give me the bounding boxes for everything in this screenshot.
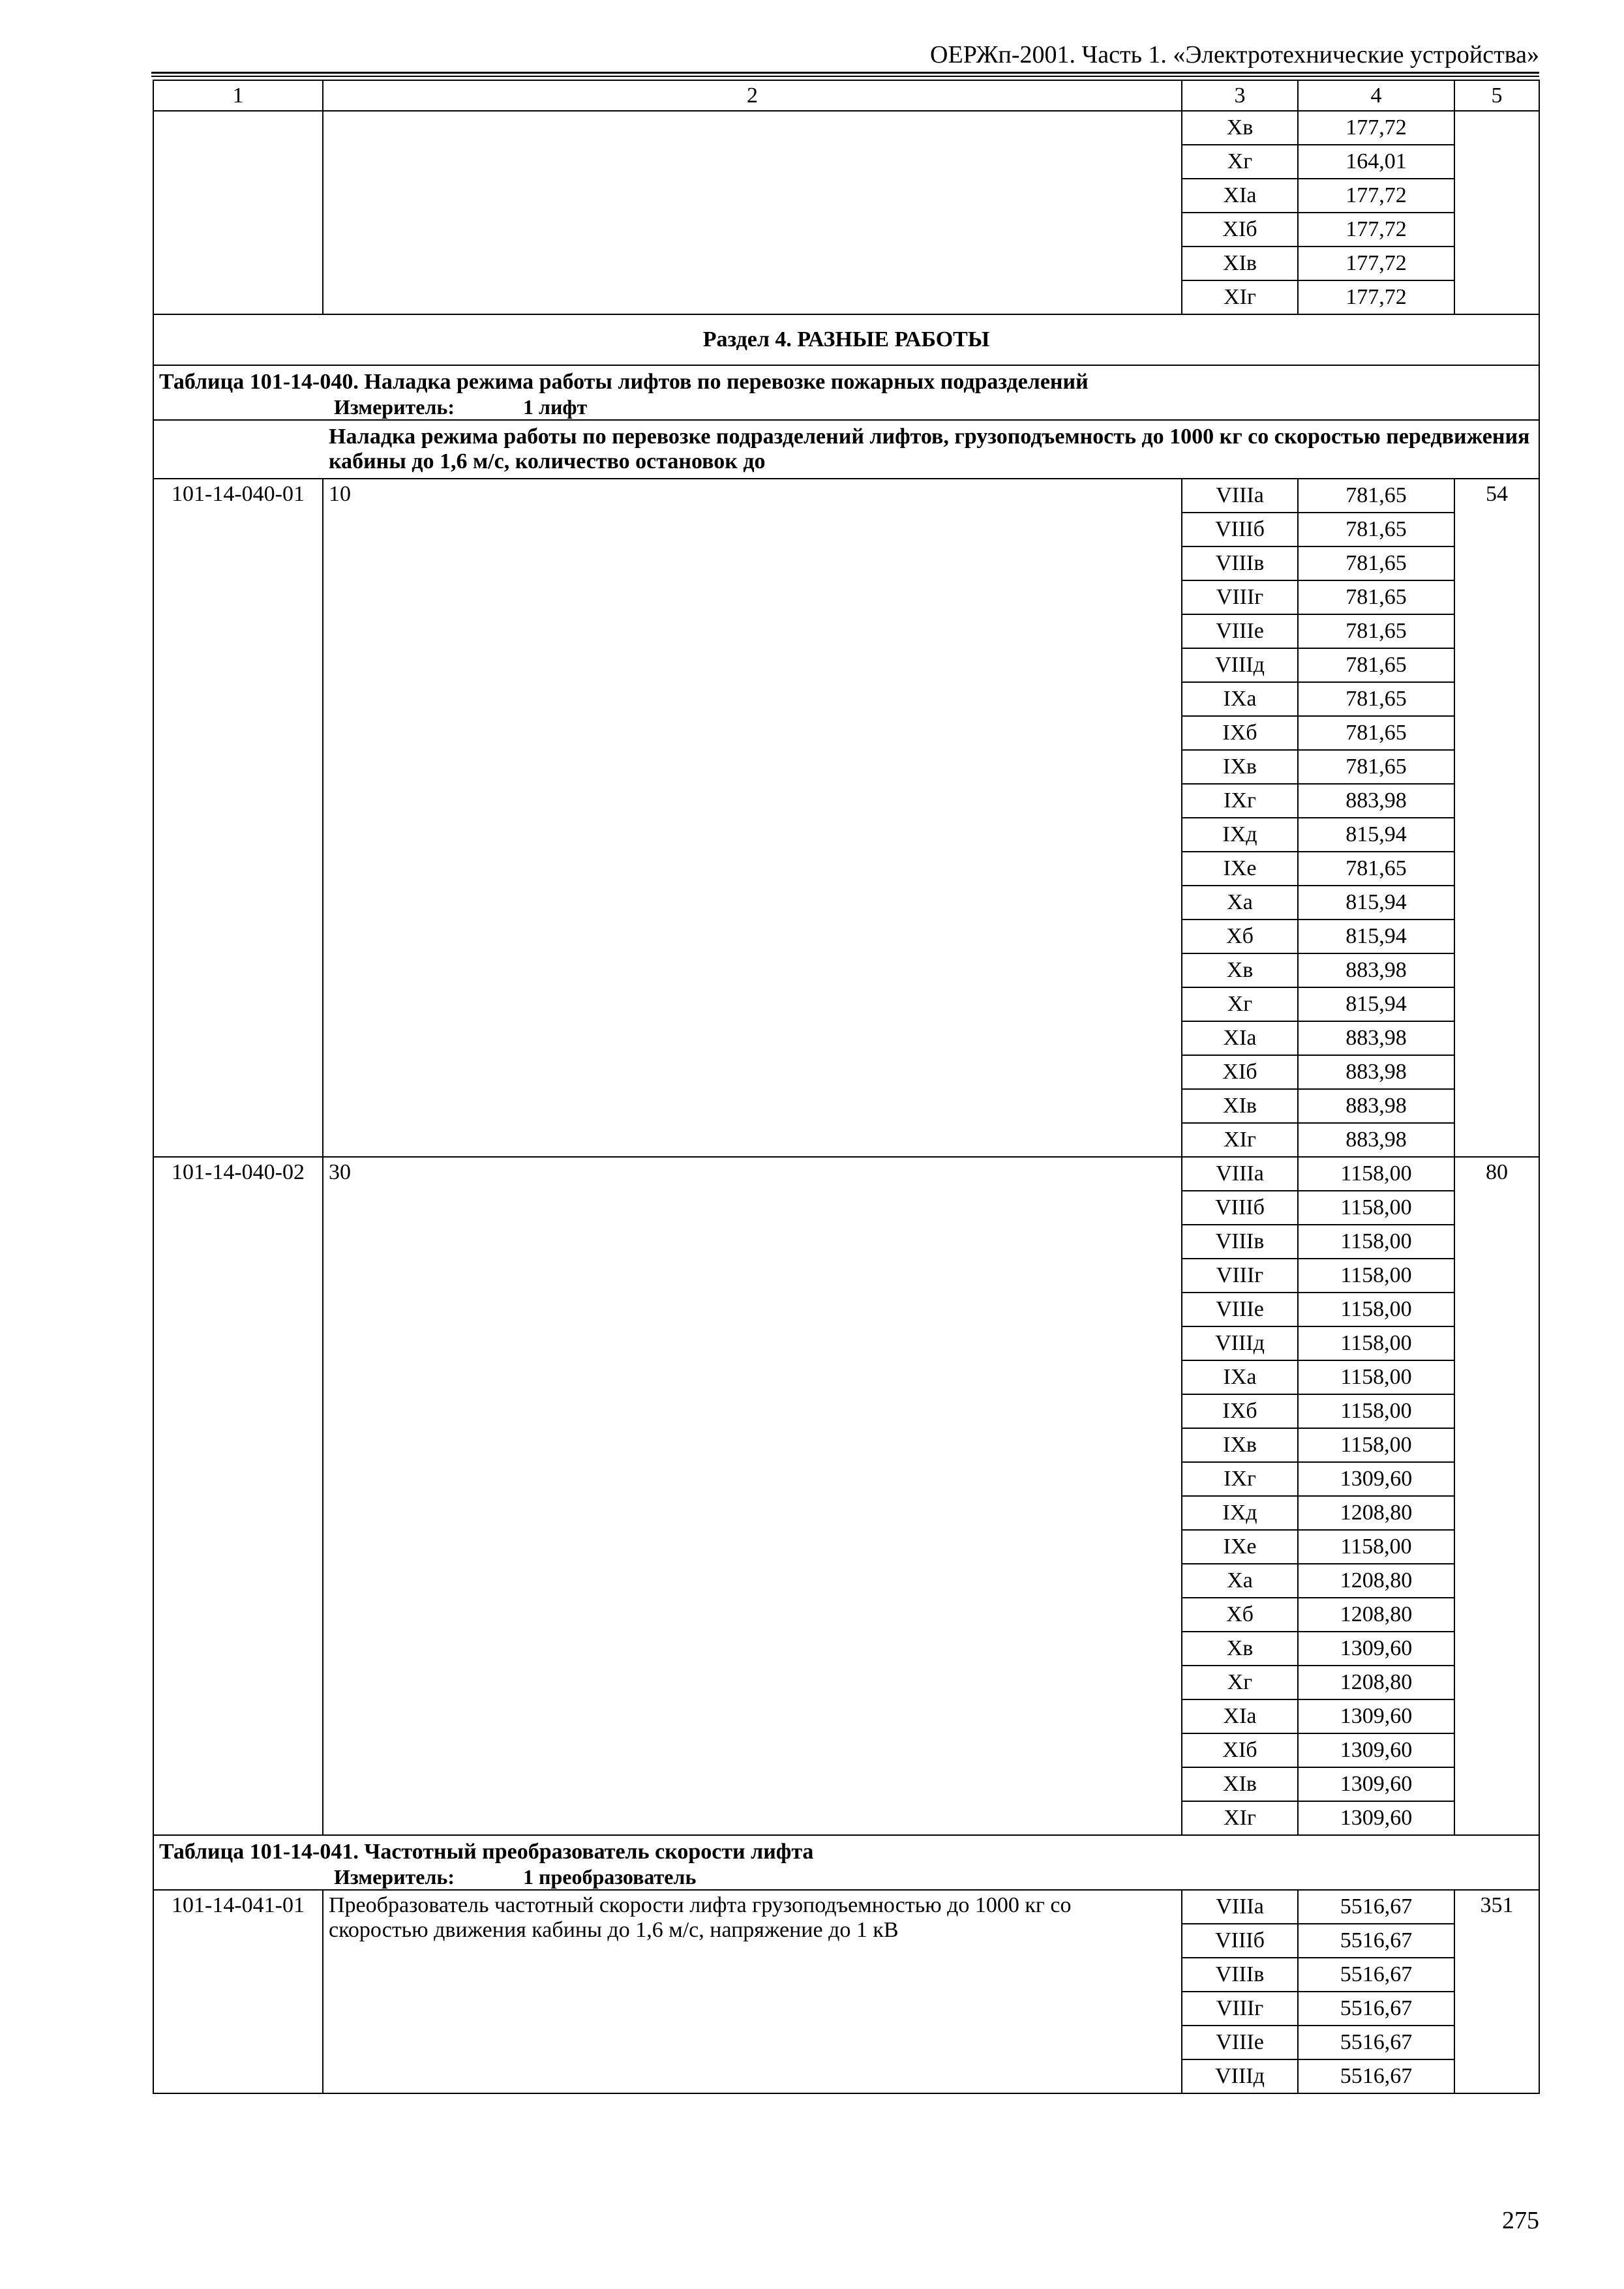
price-cell: 177,72	[1298, 213, 1454, 247]
price-cell: 1309,60	[1298, 1462, 1454, 1496]
item-description: Преобразователь частотный скорости лифта грузоподъемностью до 1000 кг со скоростью движения кабины до 1,6 м/с, напряжение до 1 кВ	[323, 1890, 1182, 2093]
price-cell: 1309,60	[1298, 1801, 1454, 1835]
category-cell: XIг	[1182, 1801, 1298, 1835]
price-cell: 5516,67	[1298, 1924, 1454, 1958]
item-number: 351	[1454, 1890, 1539, 2093]
price-cell: 177,72	[1298, 280, 1454, 314]
price-cell: 177,72	[1298, 111, 1454, 145]
category-cell: IXв	[1182, 1428, 1298, 1462]
unit-line	[159, 395, 1533, 419]
column-number-row	[153, 80, 1539, 111]
price-cell: 1158,00	[1298, 1394, 1454, 1428]
category-cell: IXд	[1182, 1496, 1298, 1530]
price-cell: 1158,00	[1298, 1530, 1454, 1564]
category-cell: Xг	[1182, 1666, 1298, 1699]
item-code: 101-14-041-01	[153, 1890, 323, 2093]
category-cell: VIIIд	[1182, 2059, 1298, 2093]
price-cell: 781,65	[1298, 716, 1454, 750]
category-cell: VIIIа	[1182, 479, 1298, 513]
column-number: 3	[1182, 80, 1298, 111]
table-title: Таблица 101-14-041. Частотный преобразователь скорости лифта	[159, 1840, 814, 1864]
category-cell: VIIIв	[1182, 1225, 1298, 1259]
price-cell: 815,94	[1298, 886, 1454, 920]
price-cell: 781,65	[1298, 614, 1454, 648]
price-cell: 1208,80	[1298, 1496, 1454, 1530]
category-cell: Xг	[1182, 987, 1298, 1021]
category-cell: VIIIе	[1182, 614, 1298, 648]
price-cell: 815,94	[1298, 920, 1454, 953]
price-cell: 1158,00	[1298, 1191, 1454, 1225]
item-number: 80	[1454, 1157, 1539, 1835]
category-cell: VIIIа	[1182, 1890, 1298, 1924]
column-number: 4	[1298, 80, 1454, 111]
category-cell: Xг	[1182, 145, 1298, 179]
header-rule	[151, 72, 1539, 74]
category-cell: XIг	[1182, 280, 1298, 314]
category-cell: XIа	[1182, 179, 1298, 213]
category-cell: VIIIа	[1182, 1157, 1298, 1191]
price-cell: 781,65	[1298, 580, 1454, 614]
price-cell: 883,98	[1298, 953, 1454, 987]
category-cell: IXа	[1182, 682, 1298, 716]
price-cell: 1208,80	[1298, 1666, 1454, 1699]
category-cell: IXб	[1182, 1394, 1298, 1428]
category-cell: Xб	[1182, 1598, 1298, 1632]
category-cell: XIб	[1182, 213, 1298, 247]
price-cell: 5516,67	[1298, 2059, 1454, 2093]
category-cell: IXг	[1182, 784, 1298, 818]
category-cell: VIIIг	[1182, 580, 1298, 614]
section-title-row	[153, 314, 1539, 365]
unit-label: Измеритель:	[334, 395, 455, 419]
category-cell: IXе	[1182, 1530, 1298, 1564]
price-cell: 1309,60	[1298, 1699, 1454, 1733]
category-cell: Xв	[1182, 111, 1298, 145]
category-cell: XIб	[1182, 1733, 1298, 1767]
price-cell: 781,65	[1298, 513, 1454, 546]
price-cell: 5516,67	[1298, 1992, 1454, 2026]
category-cell: VIIIд	[1182, 1326, 1298, 1360]
category-cell: IXб	[1182, 716, 1298, 750]
category-cell: IXг	[1182, 1462, 1298, 1496]
price-cell: 883,98	[1298, 1123, 1454, 1157]
category-cell: VIIIв	[1182, 546, 1298, 580]
category-cell: VIIIг	[1182, 1992, 1298, 2026]
price-cell: 1158,00	[1298, 1360, 1454, 1394]
price-cell: 781,65	[1298, 479, 1454, 513]
table-title-row	[153, 365, 1539, 420]
price-cell: 1158,00	[1298, 1225, 1454, 1259]
price-cell: 1158,00	[1298, 1326, 1454, 1360]
page-header-title: ОЕРЖп-2001. Часть 1. «Электротехнические устройства»	[930, 41, 1539, 68]
column-number: 5	[1454, 80, 1539, 111]
price-cell: 883,98	[1298, 784, 1454, 818]
category-cell: VIIIг	[1182, 1259, 1298, 1293]
table-title-row	[153, 1835, 1539, 1890]
category-cell: XIа	[1182, 1021, 1298, 1055]
category-cell: XIв	[1182, 1767, 1298, 1801]
item-number	[1454, 111, 1539, 314]
header-rule-thin	[151, 76, 1539, 77]
price-cell: 815,94	[1298, 987, 1454, 1021]
price-cell: 815,94	[1298, 818, 1454, 852]
category-cell: VIIIб	[1182, 1191, 1298, 1225]
item-description: 30	[323, 1157, 1182, 1835]
category-cell: Xв	[1182, 953, 1298, 987]
table-row	[153, 1157, 1539, 1191]
unit-label: Измеритель:	[334, 1865, 455, 1889]
category-cell: XIв	[1182, 247, 1298, 280]
category-cell: Xа	[1182, 886, 1298, 920]
item-description	[323, 111, 1182, 314]
price-cell: 1158,00	[1298, 1293, 1454, 1326]
price-cell: 1309,60	[1298, 1733, 1454, 1767]
price-cell: 781,65	[1298, 546, 1454, 580]
price-cell: 5516,67	[1298, 2026, 1454, 2059]
price-cell: 5516,67	[1298, 1890, 1454, 1924]
price-cell: 177,72	[1298, 247, 1454, 280]
column-number: 1	[153, 80, 323, 111]
category-cell: Xб	[1182, 920, 1298, 953]
price-table	[153, 80, 1540, 2094]
category-cell: Xа	[1182, 1564, 1298, 1598]
price-cell: 164,01	[1298, 145, 1454, 179]
unit-value: 1 преобразователь	[523, 1865, 697, 1889]
category-cell: XIа	[1182, 1699, 1298, 1733]
price-cell: 1208,80	[1298, 1564, 1454, 1598]
item-number: 54	[1454, 479, 1539, 1157]
table-subheading-row	[153, 420, 1539, 479]
price-cell: 1158,00	[1298, 1428, 1454, 1462]
table-title: Таблица 101-14-040. Наладка режима работы лифтов по перевозке пожарных подразделений	[159, 370, 1089, 394]
price-cell: 781,65	[1298, 852, 1454, 886]
unit-line	[159, 1864, 1533, 1889]
table-subheading: Наладка режима работы по перевозке подразделений лифтов, грузоподъемность до 1000 кг со скоростью передвижения кабины до 1,6 м/с, количество остановок до	[153, 420, 1539, 479]
price-cell: 177,72	[1298, 179, 1454, 213]
unit-value: 1 лифт	[523, 395, 588, 419]
category-cell: IXе	[1182, 852, 1298, 886]
item-description: 10	[323, 479, 1182, 1157]
category-cell: XIб	[1182, 1055, 1298, 1089]
category-cell: XIв	[1182, 1089, 1298, 1123]
item-code: 101-14-040-01	[153, 479, 323, 1157]
category-cell: IXа	[1182, 1360, 1298, 1394]
price-cell: 781,65	[1298, 648, 1454, 682]
category-cell: VIIIе	[1182, 1293, 1298, 1326]
category-cell: IXд	[1182, 818, 1298, 852]
price-cell: 1158,00	[1298, 1259, 1454, 1293]
price-cell: 5516,67	[1298, 1958, 1454, 1992]
price-cell: 1309,60	[1298, 1632, 1454, 1666]
category-cell: VIIIе	[1182, 2026, 1298, 2059]
price-cell: 1208,80	[1298, 1598, 1454, 1632]
price-cell: 883,98	[1298, 1089, 1454, 1123]
table-row	[153, 1890, 1539, 1924]
price-table-body	[153, 80, 1539, 2093]
price-cell: 781,65	[1298, 750, 1454, 784]
category-cell: XIг	[1182, 1123, 1298, 1157]
category-cell: VIIIб	[1182, 1924, 1298, 1958]
price-cell: 883,98	[1298, 1021, 1454, 1055]
price-cell: 781,65	[1298, 682, 1454, 716]
price-cell: 883,98	[1298, 1055, 1454, 1089]
category-cell: IXв	[1182, 750, 1298, 784]
item-code: 101-14-040-02	[153, 1157, 323, 1835]
price-cell: 1158,00	[1298, 1157, 1454, 1191]
table-title-block	[153, 1835, 1539, 1890]
page-number: 275	[1502, 2207, 1539, 2234]
column-number: 2	[323, 80, 1182, 111]
price-cell: 1309,60	[1298, 1767, 1454, 1801]
category-cell: VIIIб	[1182, 513, 1298, 546]
item-code	[153, 111, 323, 314]
category-cell: VIIIд	[1182, 648, 1298, 682]
section-title: Раздел 4. РАЗНЫЕ РАБОТЫ	[153, 314, 1539, 365]
category-cell: Xв	[1182, 1632, 1298, 1666]
table-row	[153, 479, 1539, 513]
table-row	[153, 111, 1539, 145]
category-cell: VIIIв	[1182, 1958, 1298, 1992]
table-title-block	[153, 365, 1539, 420]
